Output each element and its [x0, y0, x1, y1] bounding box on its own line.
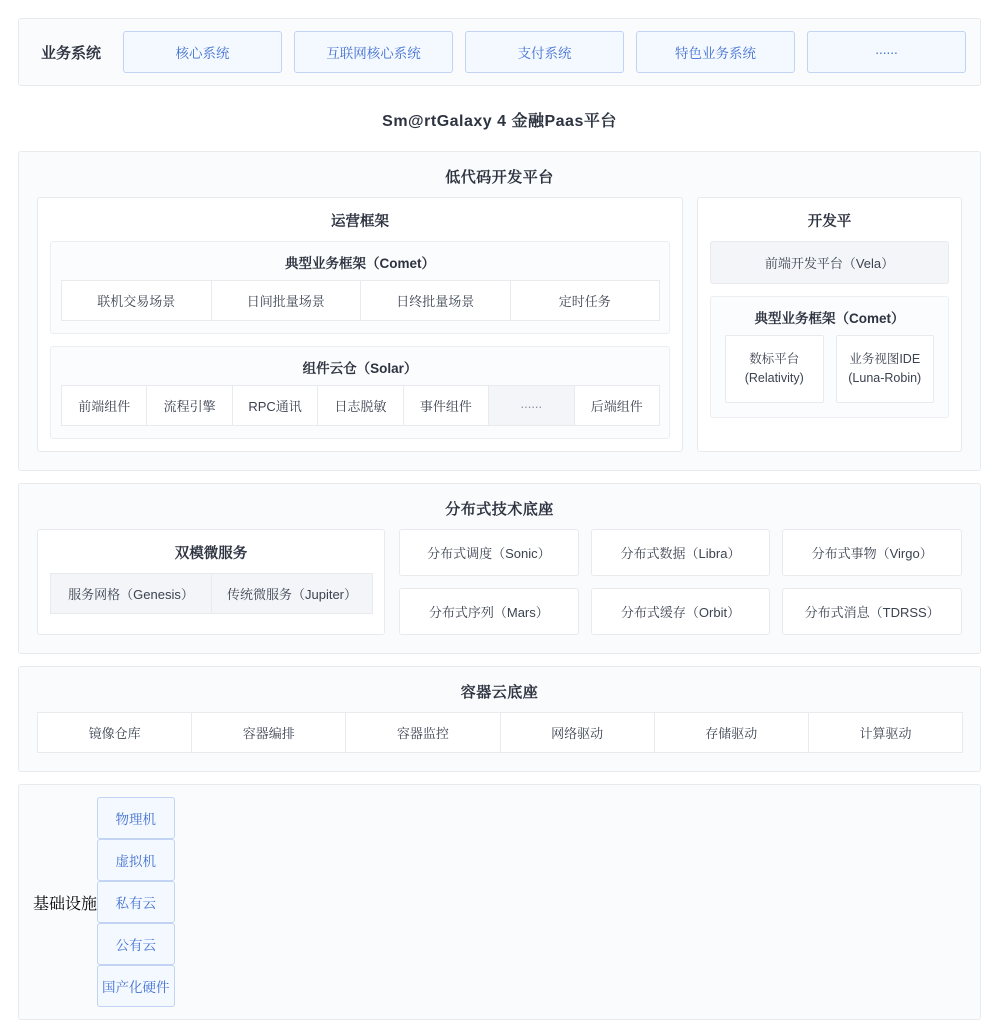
scenario-cell[interactable]: 日间批量场景	[211, 280, 362, 321]
component-cloud-title: 组件云仓（Solar）	[302, 361, 418, 376]
scenario-cell[interactable]: 定时任务	[510, 280, 661, 321]
business-system-chip[interactable]: 特色业务系统	[636, 31, 795, 73]
component-cloud-cells	[51, 385, 669, 438]
traditional-microservice-jupiter-cell[interactable]: 传统微服务（Jupiter）	[211, 573, 373, 614]
typical-business-cells	[51, 280, 669, 333]
component-cell-more[interactable]: ......	[488, 385, 574, 426]
infrastructure-items	[97, 797, 175, 1007]
lowcode-columns	[19, 197, 980, 470]
component-cell[interactable]: 事件组件	[403, 385, 489, 426]
dev-typical-business-cells	[711, 335, 948, 417]
scenario-cell[interactable]: 日终批量场景	[360, 280, 511, 321]
component-cell[interactable]: 前端组件	[61, 385, 147, 426]
infrastructure-chip[interactable]: 私有云	[97, 881, 175, 923]
business-systems-label: 业务系统	[41, 44, 102, 62]
infrastructure-chip[interactable]: 物理机	[97, 797, 175, 839]
business-systems-row	[18, 18, 981, 86]
distributed-capability-cell[interactable]: 分布式消息（TDRSS）	[782, 588, 962, 635]
lowcode-platform-title: 低代码开发平台	[445, 169, 554, 186]
business-system-chip[interactable]: 核心系统	[123, 31, 282, 73]
business-system-chip[interactable]: ......	[807, 31, 966, 73]
scenario-cell[interactable]: 联机交易场景	[61, 280, 212, 321]
distributed-capability-cell[interactable]: 分布式数据（Libra）	[591, 529, 771, 576]
dev-platform-panel	[697, 197, 962, 452]
container-capability-cell[interactable]: 存储驱动	[654, 712, 809, 753]
infrastructure-chip[interactable]: 国产化硬件	[97, 965, 175, 1007]
typical-business-framework-title: 典型业务框架（Comet）	[284, 256, 435, 271]
relativity-cell[interactable]: 数标平台 (Relativity)	[725, 335, 824, 403]
distributed-capability-grid	[399, 529, 962, 635]
distributed-content	[19, 529, 980, 653]
container-capability-cell[interactable]: 容器编排	[191, 712, 346, 753]
container-cloud-section	[18, 666, 981, 772]
business-systems-items	[123, 31, 966, 73]
dual-mode-cells	[38, 573, 384, 628]
dev-typical-business-framework-comet	[710, 296, 949, 418]
infrastructure-label: 基础设施	[33, 895, 98, 913]
infrastructure-chip[interactable]: 虚拟机	[97, 839, 175, 881]
container-cloud-title: 容器云底座	[460, 684, 539, 701]
distributed-tech-section	[18, 483, 981, 654]
lowcode-platform-section	[18, 151, 981, 471]
container-cloud-cells	[19, 712, 980, 771]
platform-headline: Sm@rtGalaxy 4 金融Paas平台	[382, 113, 617, 130]
component-cell[interactable]: 后端组件	[574, 385, 660, 426]
vela-frontend-dev-platform[interactable]: 前端开发平台（Vela）	[710, 241, 949, 284]
distributed-capability-cell[interactable]: 分布式缓存（Orbit）	[591, 588, 771, 635]
dual-mode-title: 双模微服务	[174, 546, 248, 562]
dev-typical-business-framework-title: 典型业务框架（Comet）	[754, 311, 905, 326]
component-cloud-solar	[50, 346, 670, 439]
business-system-chip[interactable]: 支付系统	[465, 31, 624, 73]
distributed-capability-cell[interactable]: 分布式序列（Mars）	[399, 588, 579, 635]
operation-framework-title: 运营框架	[331, 214, 389, 230]
luna-robin-cell[interactable]: 业务视图IDE (Luna-Robin)	[836, 335, 935, 403]
container-capability-cell[interactable]: 计算驱动	[808, 712, 963, 753]
container-capability-cell[interactable]: 容器监控	[345, 712, 500, 753]
dual-mode-microservice-panel	[37, 529, 385, 635]
distributed-capability-cell[interactable]: 分布式调度（Sonic）	[399, 529, 579, 576]
operation-framework-panel	[37, 197, 683, 452]
infrastructure-chip[interactable]: 公有云	[97, 923, 175, 965]
business-system-chip[interactable]: 互联网核心系统	[294, 31, 453, 73]
component-cell[interactable]: 日志脱敏	[317, 385, 403, 426]
distributed-capability-cell[interactable]: 分布式事物（Virgo）	[782, 529, 962, 576]
container-capability-cell[interactable]: 网络驱动	[500, 712, 655, 753]
service-mesh-genesis-cell[interactable]: 服务网格（Genesis）	[50, 573, 212, 614]
typical-business-framework-comet	[50, 241, 670, 334]
component-cell[interactable]: 流程引擎	[146, 385, 232, 426]
component-cell[interactable]: RPC通讯	[232, 385, 318, 426]
dev-platform-title: 开发平	[807, 214, 852, 230]
container-capability-cell[interactable]: 镜像仓库	[37, 712, 192, 753]
distributed-tech-title: 分布式技术底座	[445, 501, 554, 518]
infrastructure-row	[18, 784, 981, 1020]
